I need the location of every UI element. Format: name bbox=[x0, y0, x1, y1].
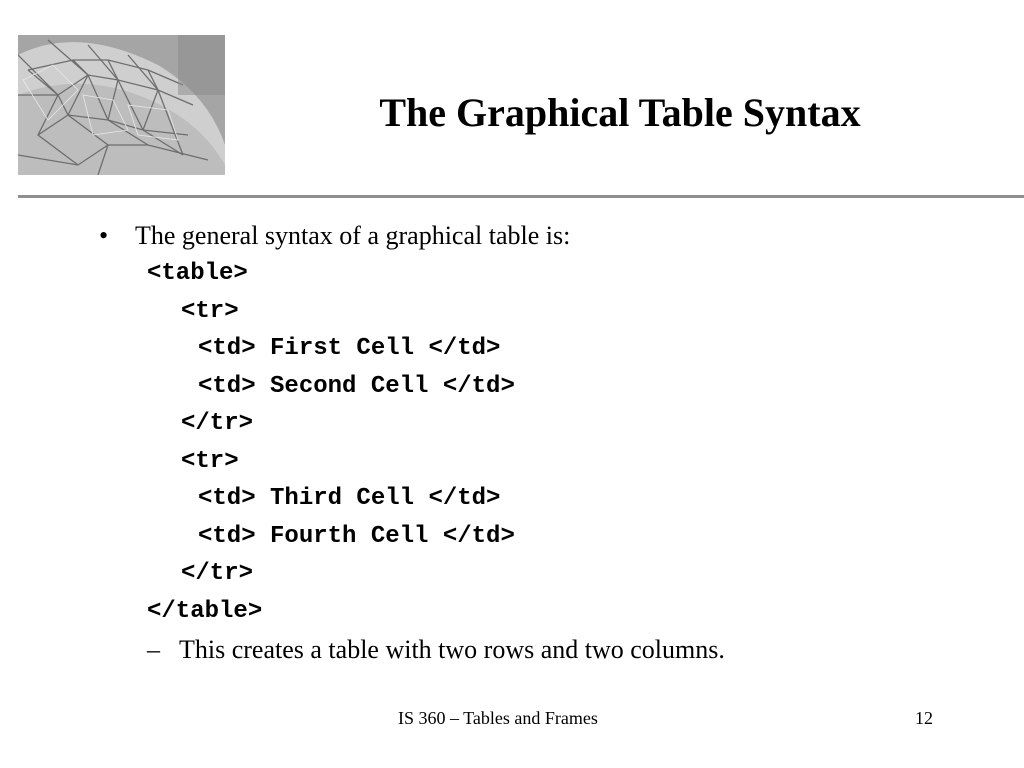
sub-bullet-item bbox=[147, 634, 725, 666]
footer-course: IS 360 – Tables and Frames bbox=[398, 708, 598, 728]
bullet-marker: • bbox=[99, 221, 109, 250]
header-divider bbox=[18, 195, 1024, 198]
code-line: <tr> bbox=[181, 298, 239, 325]
bullet-item bbox=[99, 220, 570, 252]
code-line: <tr> bbox=[181, 448, 239, 475]
code-line: <table> bbox=[147, 260, 248, 287]
slide-title: The Graphical Table Syntax bbox=[379, 90, 861, 135]
code-line: </tr> bbox=[181, 410, 254, 437]
footer-page-number: 12 bbox=[915, 708, 933, 728]
code-line: <td> Fourth Cell </td> bbox=[198, 523, 515, 550]
code-line: </table> bbox=[147, 598, 263, 625]
code-line: <td> Second Cell </td> bbox=[198, 373, 515, 400]
code-line: <td> First Cell </td> bbox=[198, 335, 501, 362]
geodesic-dome-image bbox=[18, 35, 225, 175]
bullet-text: The general syntax of a graphical table is: bbox=[135, 221, 571, 250]
sub-bullet-text: This creates a table with two rows and two columns. bbox=[179, 635, 725, 664]
code-line: </tr> bbox=[181, 560, 254, 587]
code-line: <td> Third Cell </td> bbox=[198, 485, 501, 512]
sub-bullet-marker: – bbox=[147, 635, 160, 664]
